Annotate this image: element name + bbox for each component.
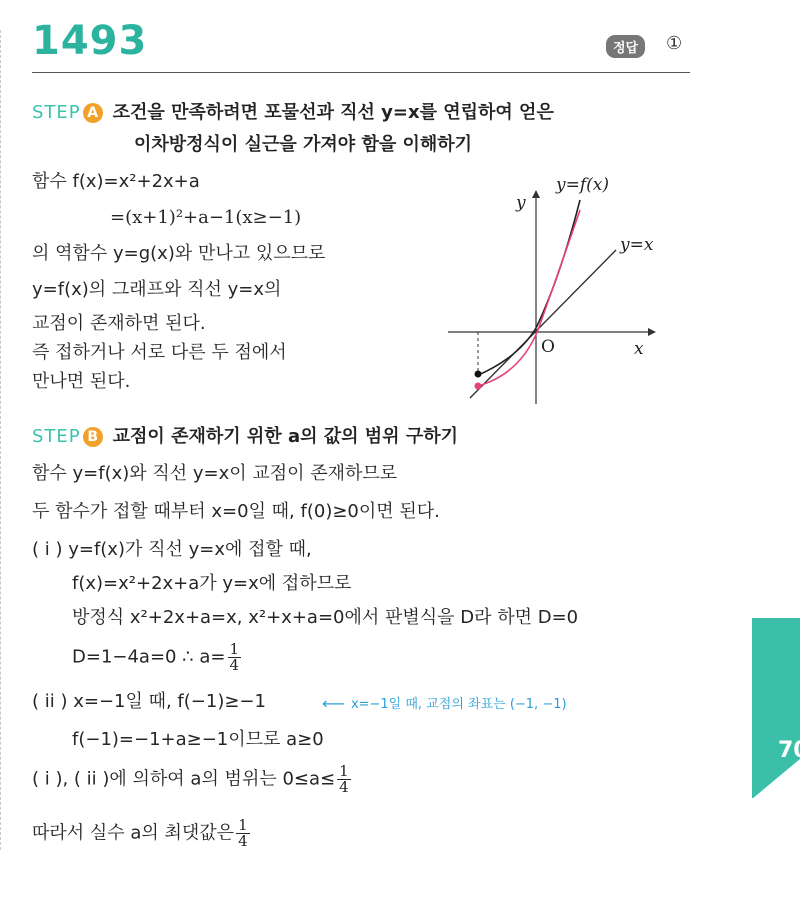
- frac1-denominator: 4: [229, 656, 240, 674]
- step-a-line-4: y=f(x)의 그래프와 직선 y=x의: [32, 279, 282, 300]
- step-b-line-3: ( i ) y=f(x)가 직선 y=x에 접할 때,: [32, 539, 312, 560]
- frac2-denominator: 4: [339, 778, 349, 796]
- discriminant-equation: D=1−4a=0 ∴ a=: [72, 646, 226, 668]
- step-b-line-1: 함수 y=f(x)와 직선 y=x이 교점이 존재하므로: [32, 463, 398, 484]
- step-a-heading-2: [134, 130, 472, 156]
- step-b-label: STEP: [32, 426, 81, 447]
- step-a-label: STEP: [32, 102, 81, 123]
- answer-badge: 정답: [606, 35, 645, 58]
- step-b-line-2: 두 함수가 접할 때부터 x=0일 때, f(0)≥0이면 된다.: [32, 501, 440, 522]
- label-y-f-x: y=f(x): [556, 175, 609, 195]
- step-b-line-10: [32, 818, 252, 849]
- frac3-numerator: 1: [238, 816, 248, 834]
- answer-value: ①: [666, 33, 683, 54]
- x-axis-label: x: [634, 339, 644, 359]
- step-a-letter: A: [83, 103, 103, 123]
- step-b-line-7: ( ii ) x=−1일 때, f(−1)≥−1: [32, 691, 266, 712]
- step-a-line-6: 즉 접하거나 서로 다른 두 점에서: [32, 342, 287, 363]
- step-a-line-2: =(x+1)²+a−1(x≥−1): [110, 207, 302, 228]
- step-b-line-4: f(x)=x²+2x+a가 y=x에 접하므로: [72, 573, 352, 594]
- page-edge-divider: [0, 30, 1, 850]
- step-a-title-2: 이차방정식이 실근을 가져야 함을 이해하기: [134, 134, 473, 155]
- label-y-x: y=x: [620, 235, 654, 255]
- endpoint-pink: [475, 383, 482, 390]
- note-text: x=−1일 때, 교점의 좌표는 (−1, −1): [350, 697, 567, 712]
- conclusion: 따라서 실수 a의 최댓값은: [32, 822, 235, 844]
- x-axis-arrow: [648, 328, 656, 336]
- fraction-one-quarter-3: [236, 818, 250, 849]
- problem-number: 1493: [32, 18, 148, 64]
- step-b-line-6: [72, 642, 243, 673]
- step-b-letter: B: [83, 427, 103, 447]
- line-y-equals-x: [470, 250, 616, 398]
- step-a-heading: [32, 98, 554, 124]
- frac1-numerator: 1: [229, 640, 240, 658]
- step-b-title: 교점이 존재하기 위한 a의 값의 범위 구하기: [112, 426, 458, 447]
- curve-pink: [478, 210, 580, 386]
- step-b-line-9: [32, 764, 353, 795]
- fraction-one-quarter-1: [228, 642, 242, 673]
- function-graph: [448, 168, 678, 404]
- step-a-line-1: 함수 f(x)=x²+2x+a: [32, 171, 200, 192]
- step-a-title-1: 조건을 만족하려면 포물선과 직선 y=x를 연립하여 얻은: [112, 102, 554, 123]
- header-rule: [32, 72, 690, 73]
- step-b-heading: [32, 422, 458, 448]
- note-intersection: [322, 693, 567, 713]
- step-b-line-5: 방정식 x²+2x+a=x, x²+x+a=0에서 판별식을 D라 하면 D=0: [72, 607, 579, 628]
- step-a-line-5: 교점이 존재하면 된다.: [32, 313, 206, 334]
- range-statement: ( i ), ( ii )에 의하여 a의 범위는 0≤a≤: [32, 768, 336, 790]
- left-arrow-icon: ⟵: [322, 694, 345, 713]
- chapter-side-tab: [752, 618, 800, 798]
- origin-label: O: [541, 337, 555, 357]
- fraction-one-quarter-2: [337, 764, 351, 795]
- step-b-line-8: f(−1)=−1+a≥−1이므로 a≥0: [72, 729, 324, 750]
- endpoint-black: [475, 371, 482, 378]
- frac3-denominator: 4: [238, 832, 248, 850]
- step-a-line-7: 만나면 된다.: [32, 371, 131, 392]
- frac2-numerator: 1: [339, 762, 349, 780]
- y-axis-arrow: [532, 190, 540, 198]
- y-axis-label: y: [516, 193, 526, 213]
- side-tab-number: 70: [778, 738, 809, 763]
- step-a-line-3: 의 역함수 y=g(x)와 만나고 있으므로: [32, 243, 326, 264]
